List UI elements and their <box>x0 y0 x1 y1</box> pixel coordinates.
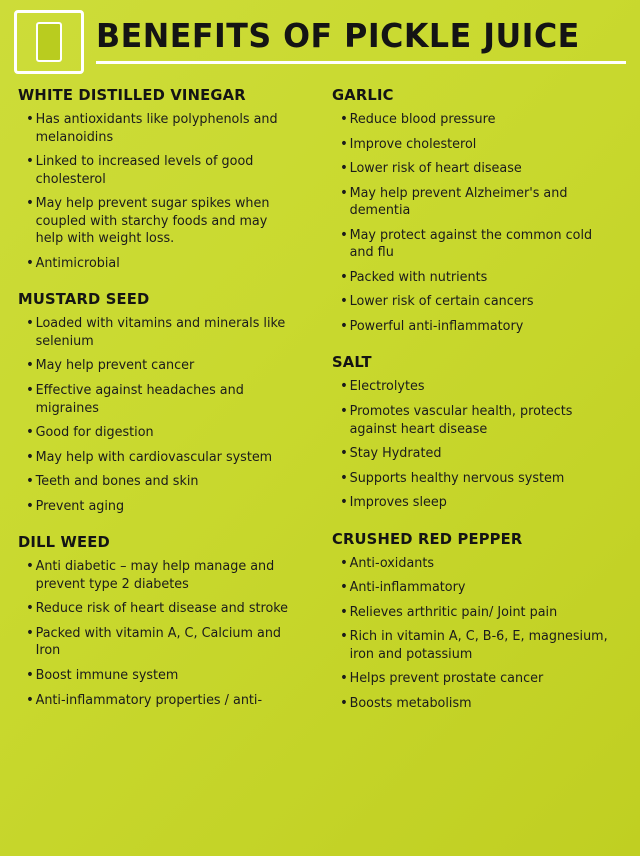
list-item: • Anti diabetic – may help manage and prevent type 2 diabetes <box>26 558 299 593</box>
list-item: • Prevent aging <box>26 498 299 516</box>
benefit-list <box>328 378 624 511</box>
list-item: • Supports healthy nervous system <box>340 470 613 488</box>
list-item: • Improve cholesterol <box>340 136 613 154</box>
list-item: • Loaded with vitamins and minerals like selenium <box>26 315 299 350</box>
list-item: • Packed with vitamin A, C, Calcium and Iron <box>26 625 299 660</box>
list-item: • Helps prevent prostate cancer <box>340 670 613 688</box>
list-item: • Lower risk of certain cancers <box>340 293 613 311</box>
benefit-list <box>328 111 624 335</box>
list-item: • May help with cardiovascular system <box>26 449 299 467</box>
list-item: • Anti-inflammatory <box>340 579 613 597</box>
section-crushed-red-pepper <box>328 530 624 713</box>
title-divider <box>96 61 626 64</box>
section-title: MUSTARD SEED <box>18 290 150 309</box>
list-item: • Electrolytes <box>340 378 613 396</box>
header <box>14 10 626 72</box>
title-block <box>96 10 626 72</box>
list-item: • Linked to increased levels of good cholesterol <box>26 153 299 188</box>
benefit-list <box>14 111 310 272</box>
pickle-jar-icon <box>14 10 84 74</box>
list-item: • Antimicrobial <box>26 255 299 273</box>
section-white-distilled-vinegar <box>14 86 310 272</box>
right-column <box>328 86 624 731</box>
list-item: • Boosts metabolism <box>340 695 613 713</box>
list-item: • May help prevent Alzheimer's and dementia <box>340 185 613 220</box>
list-item: • Packed with nutrients <box>340 269 613 287</box>
section-title: CRUSHED RED PEPPER <box>332 529 523 548</box>
page-title: BENEFITS OF PICKLE JUICE <box>96 15 580 55</box>
section-title: DILL WEED <box>18 533 110 552</box>
list-item: • Boost immune system <box>26 667 299 685</box>
list-item: • Effective against headaches and migraines <box>26 382 299 417</box>
list-item: • Improves sleep <box>340 494 613 512</box>
list-item: • Promotes vascular health, protects against heart disease <box>340 403 613 438</box>
list-item: • Lower risk of heart disease <box>340 160 613 178</box>
left-column <box>14 86 310 731</box>
benefit-list <box>14 558 310 709</box>
list-item: • Powerful anti-inflammatory <box>340 318 613 336</box>
list-item: • May help prevent cancer <box>26 357 299 375</box>
benefit-list <box>14 315 310 515</box>
list-item: • Has antioxidants like polyphenols and melanoidins <box>26 111 299 146</box>
list-item: • Relieves arthritic pain/ Joint pain <box>340 604 613 622</box>
section-title: WHITE DISTILLED VINEGAR <box>18 86 246 104</box>
section-mustard-seed <box>14 290 310 515</box>
list-item: • Reduce risk of heart disease and stroke <box>26 600 299 618</box>
section-title: SALT <box>332 353 372 372</box>
benefit-list <box>328 555 624 713</box>
section-dill-weed <box>14 533 310 709</box>
list-item: • Reduce blood pressure <box>340 111 613 129</box>
section-salt <box>328 353 624 511</box>
pickle-jar-icon-inner <box>36 22 62 62</box>
section-garlic <box>328 86 624 335</box>
list-item: • Teeth and bones and skin <box>26 473 299 491</box>
list-item: • Anti-inflammatory properties / anti- <box>26 692 299 710</box>
list-item: • May help prevent sugar spikes when coupled with starchy foods and may help with weight loss. <box>26 195 299 248</box>
list-item: • Anti-oxidants <box>340 555 613 573</box>
content-columns <box>14 86 626 731</box>
list-item: • Rich in vitamin A, C, B-6, E, magnesium, iron and potassium <box>340 628 613 663</box>
section-title: GARLIC <box>332 86 394 104</box>
list-item: • Stay Hydrated <box>340 445 613 463</box>
list-item: • May protect against the common cold and flu <box>340 227 613 262</box>
list-item: • Good for digestion <box>26 424 299 442</box>
